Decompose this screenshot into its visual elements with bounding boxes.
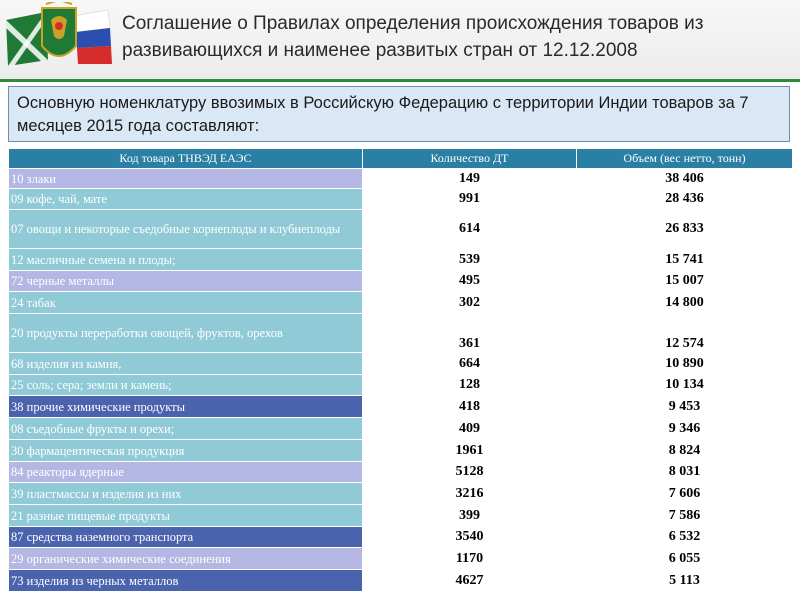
column-header-count: Количество ДТ	[363, 149, 577, 169]
table-row	[9, 548, 793, 570]
cell-code: 07 овощи и некоторые съедобные корнеплоды и клубнеплоды	[9, 210, 363, 249]
table-row	[9, 505, 793, 527]
cell-code: 29 органические химические соединения	[9, 548, 363, 570]
cell-count: 5128	[363, 462, 577, 483]
slide-header	[0, 0, 800, 80]
cell-volume: 10 890	[577, 353, 793, 375]
cell-count: 302	[363, 292, 577, 314]
page-title: Соглашение о Правилах определения происхождения товаров из развивающихся и наименее развитых стран от 12.12.2008	[122, 13, 704, 61]
cell-volume: 14 800	[577, 292, 793, 314]
table-row	[9, 396, 793, 418]
table-row	[9, 271, 793, 292]
cell-count: 399	[363, 505, 577, 527]
cell-volume: 7 586	[577, 505, 793, 527]
table-row	[9, 292, 793, 314]
cell-code: 10 злаки	[9, 169, 363, 189]
cell-count: 149	[363, 169, 577, 189]
cell-count: 991	[363, 189, 577, 210]
table-header-row	[9, 149, 793, 169]
cell-volume: 26 833	[577, 210, 793, 249]
cell-code: 84 реакторы ядерные	[9, 462, 363, 483]
table-row	[9, 440, 793, 462]
cell-volume: 38 406	[577, 169, 793, 189]
cell-count: 409	[363, 418, 577, 440]
cell-volume: 15 741	[577, 249, 793, 271]
cell-code: 39 пластмассы и изделия из них	[9, 483, 363, 505]
table-row	[9, 570, 793, 592]
cell-count: 3216	[363, 483, 577, 505]
table-row	[9, 189, 793, 210]
table-row	[9, 210, 793, 249]
subtitle: Основную номенклатуру ввозимых в Российскую Федерацию с территории Индии товаров за 7 месяцев 2015 года составляют:	[8, 86, 790, 142]
table-row	[9, 527, 793, 548]
cell-code: 20 продукты переработки овощей, фруктов, орехов	[9, 314, 363, 353]
cell-volume: 5 113	[577, 570, 793, 592]
table-row	[9, 249, 793, 271]
cell-code: 21 разные пищевые продукты	[9, 505, 363, 527]
cell-volume: 10 134	[577, 375, 793, 396]
cell-code: 09 кофе, чай, мате	[9, 189, 363, 210]
cell-volume: 6 532	[577, 527, 793, 548]
cell-volume: 6 055	[577, 548, 793, 570]
column-header-volume: Объем (вес нетто, тонн)	[577, 149, 793, 169]
cell-code: 72 черные металлы	[9, 271, 363, 292]
cell-count: 128	[363, 375, 577, 396]
cell-count: 614	[363, 210, 577, 249]
cell-count: 361	[363, 314, 577, 353]
cell-code: 24 табак	[9, 292, 363, 314]
cell-code: 73 изделия из черных металлов	[9, 570, 363, 592]
cell-code: 68 изделия из камня,	[9, 353, 363, 375]
header-divider	[0, 79, 800, 82]
customs-emblem-icon	[2, 2, 112, 70]
cell-count: 418	[363, 396, 577, 418]
cell-volume: 9 453	[577, 396, 793, 418]
cell-count: 664	[363, 353, 577, 375]
cell-code: 12 масличные семена и плоды;	[9, 249, 363, 271]
table-row	[9, 462, 793, 483]
cell-count: 1170	[363, 548, 577, 570]
cell-volume: 12 574	[577, 314, 793, 353]
cell-volume: 28 436	[577, 189, 793, 210]
table-row	[9, 169, 793, 189]
column-header-code: Код товара ТНВЭД ЕАЭС	[9, 149, 363, 169]
cell-volume: 8 824	[577, 440, 793, 462]
table-row	[9, 483, 793, 505]
cell-code: 30 фармацевтическая продукция	[9, 440, 363, 462]
cell-code: 08 съедобные фрукты и орехи;	[9, 418, 363, 440]
cell-count: 495	[363, 271, 577, 292]
cell-code: 38 прочие химические продукты	[9, 396, 363, 418]
cell-count: 4627	[363, 570, 577, 592]
table-row	[9, 314, 793, 353]
cell-count: 3540	[363, 527, 577, 548]
cell-volume: 8 031	[577, 462, 793, 483]
cell-volume: 7 606	[577, 483, 793, 505]
table-row	[9, 353, 793, 375]
cell-count: 539	[363, 249, 577, 271]
table-row	[9, 418, 793, 440]
table-row	[9, 375, 793, 396]
cell-count: 1961	[363, 440, 577, 462]
cell-volume: 9 346	[577, 418, 793, 440]
cell-code: 25 соль; сера; земли и камень;	[9, 375, 363, 396]
cell-code: 87 средства наземного транспорта	[9, 527, 363, 548]
import-table	[8, 148, 793, 592]
cell-volume: 15 007	[577, 271, 793, 292]
